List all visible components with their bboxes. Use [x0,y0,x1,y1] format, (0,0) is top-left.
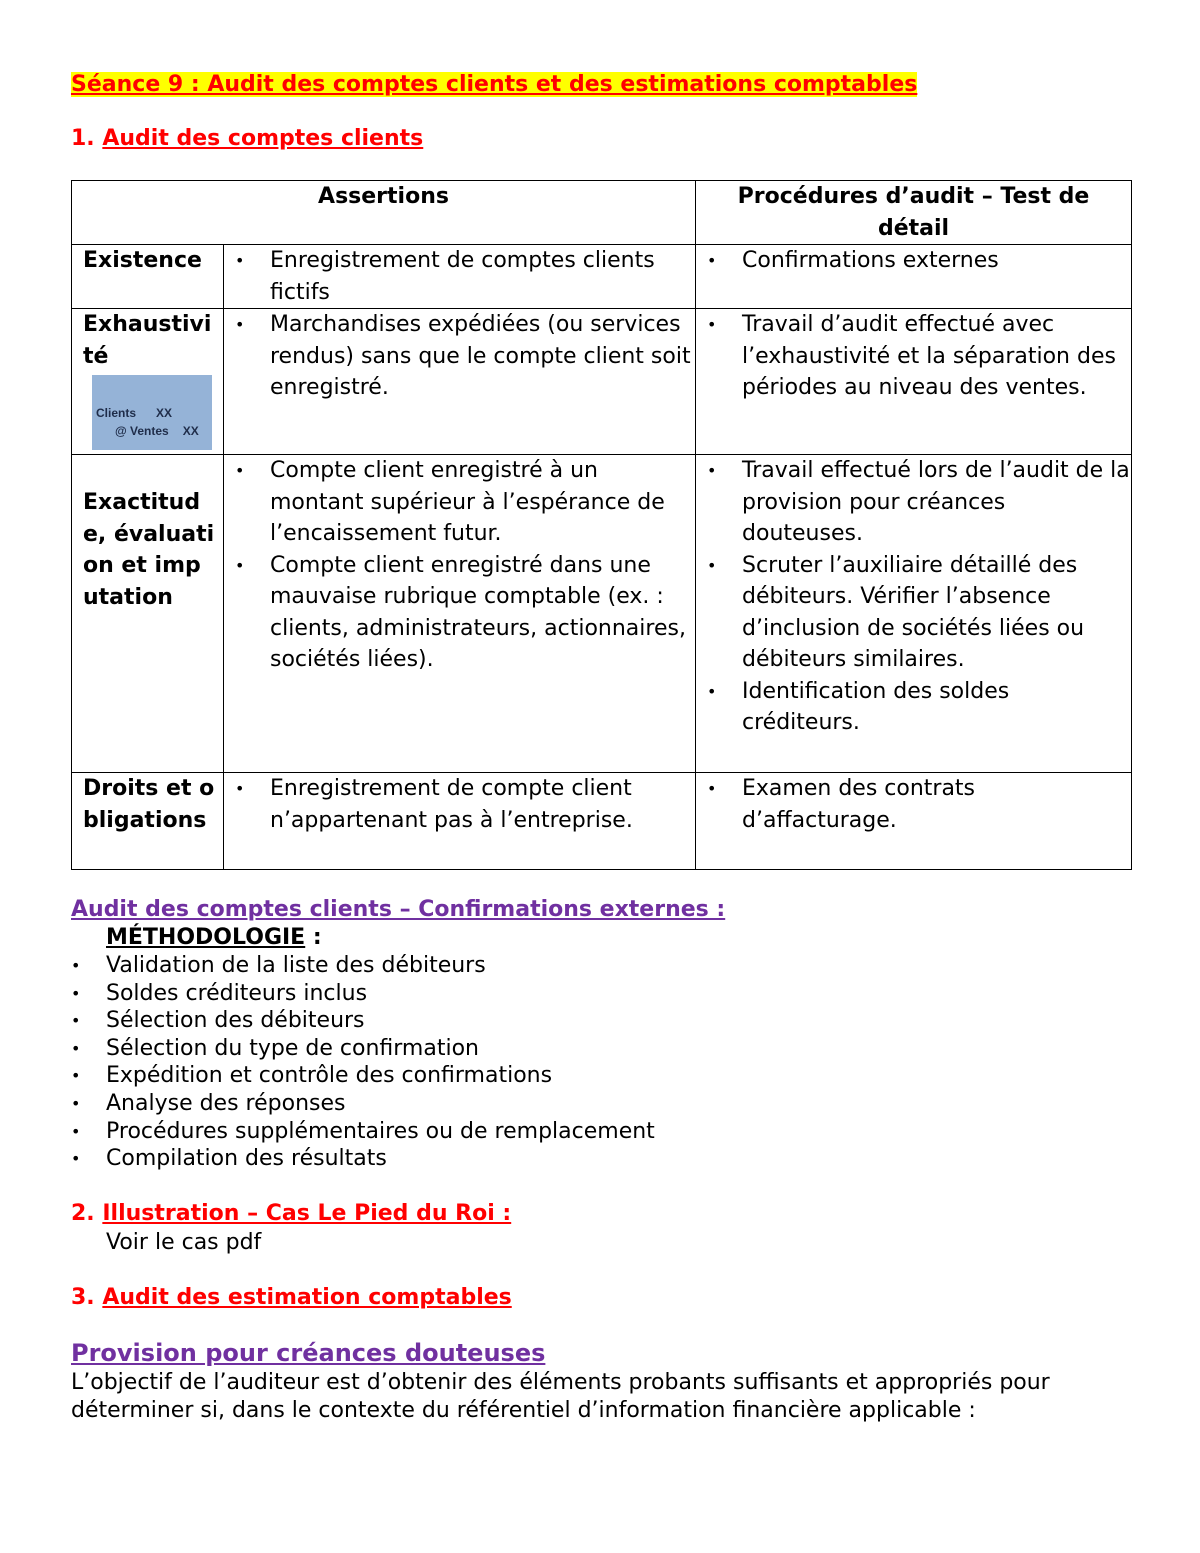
table-header-row [72,181,1132,245]
list-item: • Compte client enregistré à un montant supérieur à l’espérance de l’encaissement futur. [224,455,695,550]
list-item: • Enregistrement de compte client n’appartenant pas à l’entreprise. [224,773,695,836]
list-item: • Confirmations externes [696,245,1131,277]
confirmations-heading: Audit des comptes clients – Confirmations externes : [71,897,726,922]
image-value: XX [182,424,199,438]
section-title: Audit des comptes clients [102,126,424,151]
list-item: • Travail d’audit effectué avec l’exhaustivité et la séparation des périodes au niveau des ventes. [696,309,1131,404]
procedure-cell [696,245,1132,309]
list-item: • Compilation des résultats [71,1145,1131,1173]
image-label: Clients [96,406,137,420]
section-2-heading [71,1199,1131,1229]
procedure-cell [696,455,1132,773]
table-row [72,245,1132,309]
row-label: Existence [72,245,224,309]
list-item: • Procédures supplémentaires ou de remplacement [71,1118,1131,1146]
row-label: Droits et obligations [72,773,224,870]
list-item: • Validation de la liste des débiteurs [71,952,1131,980]
methodology-list [71,952,1131,1173]
list-item: • Examen des contrats d’affacturage. [696,773,1131,836]
row-label: Exhaustivité [83,312,212,369]
row-label: Exactitude, évaluation et imputation [72,455,224,773]
section-1-heading [71,124,1131,154]
risk-cell [224,309,696,455]
document-page [71,70,1131,1425]
image-label: @ Ventes [115,424,169,438]
header-assertions: Assertions [72,181,696,245]
list-item: • Soldes créditeurs inclus [71,980,1131,1008]
header-procedures: Procédures d’audit – Test de détail [696,181,1132,245]
provision-heading: Provision pour créances douteuses [71,1338,546,1367]
list-item: • Scruter l’auxiliaire détaillé des débiteurs. Vérifier l’absence d’inclusion de sociétés liées ou débiteurs similaires. [696,550,1131,676]
risk-cell [224,245,696,309]
list-item: • Analyse des réponses [71,1090,1131,1118]
list-item: • Sélection des débiteurs [71,1007,1131,1035]
list-item: • Enregistrement de comptes clients fictifs [224,245,695,308]
methodology-label: MÉTHODOLOGIE : [106,925,322,950]
list-item: • Travail effectué lors de l’audit de la provision pour créances douteuses. [696,455,1131,550]
list-item: • Expédition et contrôle des confirmations [71,1062,1131,1090]
list-item: • Identification des soldes créditeurs. [696,676,1131,739]
list-item: • Marchandises expédiées (ou services rendus) sans que le compte client soit enregistré. [224,309,695,404]
risk-cell [224,455,696,773]
procedure-cell [696,309,1132,455]
list-item: • Compte client enregistré dans une mauvaise rubrique comptable (ex. : clients, administrateurs, actionnaires, sociétés liées). [224,550,695,676]
table-row [72,773,1132,870]
journal-entry-image [92,375,212,450]
assertions-table [71,180,1132,870]
section-number: 1. [71,126,95,151]
table-row [72,309,1132,455]
image-value: XX [156,406,173,420]
section-number: 2. [71,1200,95,1226]
procedure-cell [696,773,1132,870]
list-item: • Sélection du type de confirmation [71,1035,1131,1063]
row-label-cell [72,309,224,455]
table-row [72,455,1132,773]
section-2-text: Voir le cas pdf [106,1229,262,1255]
section-title: Audit des estimation comptables [102,1284,512,1310]
section-number: 3. [71,1284,95,1310]
document-title: Séance 9 : Audit des comptes clients et des estimations comptables [71,72,918,97]
section-title: Illustration – Cas Le Pied du Roi : [102,1200,512,1226]
provision-paragraph: L’objectif de l’auditeur est d’obtenir des éléments probants suffisants et appropriés pour déterminer si, dans le contexte du référentiel d’information financière applicable : [71,1369,1050,1423]
section-3-heading [71,1283,1131,1313]
risk-cell [224,773,696,870]
